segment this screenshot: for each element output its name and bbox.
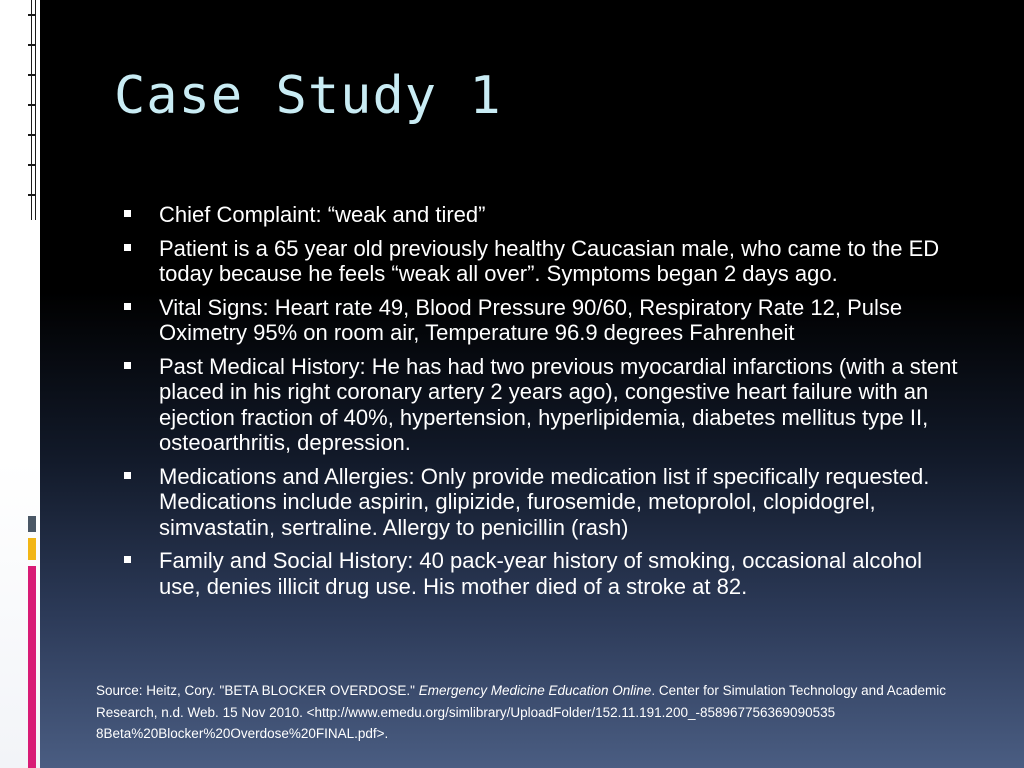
bullet-item (120, 295, 960, 346)
bullet-list (120, 202, 960, 607)
bullet-text: Vital Signs: Heart rate 49, Blood Pressure 90/60, Respiratory Rate 12, Pulse Oximetry 95% on room air, Temperature 96.9 degrees Fahrenheit (159, 294, 903, 345)
square-bullet-icon (124, 472, 131, 479)
bullet-item (120, 548, 960, 599)
bullet-item (120, 236, 960, 287)
source-journal: Emergency Medicine Education Online (418, 683, 652, 698)
sidebar-accent-pink (28, 566, 36, 768)
bullet-text: Past Medical History: He has had two previous myocardial infarctions (with a stent placed in his right coronary artery 2 years ago), congestive heart failure with an ejection fraction of 40%, hypertension, hyperlipidemia, diabetes mellitus type II, osteoarthritis, depression. (159, 353, 958, 455)
bullet-text: Medications and Allergies: Only provide medication list if specifically requested. Medications include aspirin, glipizide, furosemide, metoprolol, clopidogrel, simvastatin, sertraline. Allergy to penicillin (rash) (159, 463, 930, 540)
source-citation (96, 680, 976, 745)
sidebar-line-pattern (28, 0, 36, 220)
square-bullet-icon (124, 210, 131, 217)
decorative-sidebar (0, 0, 40, 768)
source-prefix: Source: Heitz, Cory. "BETA BLOCKER OVERDOSE." (96, 683, 419, 698)
square-bullet-icon (124, 362, 131, 369)
bullet-item (120, 202, 960, 228)
bullet-text: Chief Complaint: “weak and tired” (159, 202, 486, 227)
bullet-item (120, 354, 960, 456)
bullet-text: Patient is a 65 year old previously healthy Caucasian male, who came to the ED today because he feels “weak all over”. Symptoms began 2 days ago. (159, 235, 940, 286)
square-bullet-icon (124, 556, 131, 563)
slide-title: Case Study 1 (114, 66, 502, 126)
sidebar-accent-dark (28, 516, 36, 532)
square-bullet-icon (124, 244, 131, 251)
bullet-text: Family and Social History: 40 pack-year history of smoking, occasional alcohol use, denies illicit drug use. His mother died of a stroke at 82. (159, 548, 922, 599)
bullet-item (120, 464, 960, 541)
square-bullet-icon (124, 303, 131, 310)
sidebar-accent-yellow (28, 538, 36, 560)
source-suffix: . Center for Simulation Technology and Academic Research, n.d. Web. 15 Nov 2010. <http://www.emedu.org/simlibrary/UploadFolder/152.11.191.200_-858967756369090535 8Beta%20Blocker%20Overdose%20FINAL.pdf>. (96, 683, 946, 741)
